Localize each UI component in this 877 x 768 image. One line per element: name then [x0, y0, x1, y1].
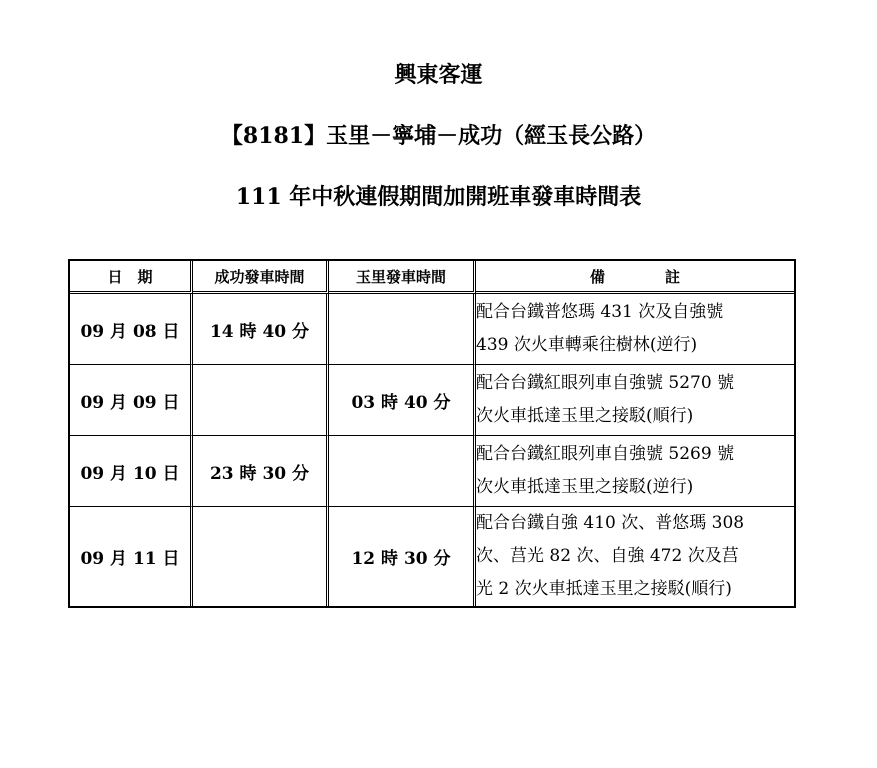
remarks-cell	[476, 365, 794, 436]
table-row	[70, 365, 794, 436]
remarks-line: 配合台鐵紅眼列車自強號 5270 號	[476, 373, 735, 393]
header-remarks: 備 註	[476, 261, 794, 294]
remarks-cell	[476, 436, 794, 507]
chenggong-time-cell: 23 時 30 分	[193, 436, 329, 507]
remarks-line: 配合台鐵紅眼列車自強號 5269 號	[476, 444, 735, 464]
remarks-line: 配合台鐵普悠瑪 431 次及自強號	[476, 302, 724, 322]
table-row	[70, 507, 794, 606]
header-chenggong-departure: 成功發車時間	[193, 261, 329, 294]
header-yuli-departure: 玉里發車時間	[329, 261, 476, 294]
table-row	[70, 436, 794, 507]
header-date: 日 期	[70, 261, 193, 294]
chenggong-time-cell	[193, 507, 329, 606]
date-cell: 09 月 11 日	[70, 507, 193, 606]
date-cell: 09 月 08 日	[70, 294, 193, 365]
schedule-table	[68, 259, 796, 608]
table-header-row	[70, 261, 794, 294]
yuli-time-cell	[329, 294, 476, 365]
schedule-subtitle: 111 年中秋連假期間加開班車發車時間表	[235, 184, 642, 210]
table-row	[70, 294, 794, 365]
date-cell: 09 月 10 日	[70, 436, 193, 507]
chenggong-time-cell: 14 時 40 分	[193, 294, 329, 365]
yuli-time-cell	[329, 436, 476, 507]
remarks-line: 次、莒光 82 次、自強 472 次及莒	[476, 546, 739, 566]
yuli-time-cell: 12 時 30 分	[329, 507, 476, 606]
remarks-line: 光 2 次火車抵達玉里之接駁(順行)	[476, 579, 732, 599]
remarks-line: 次火車抵達玉里之接駁(順行)	[476, 406, 694, 426]
date-cell: 09 月 09 日	[70, 365, 193, 436]
remarks-cell	[476, 507, 794, 606]
company-title: 興東客運	[394, 62, 483, 88]
route-title: 【8181】玉里－寧埔－成功（經玉長公路）	[220, 123, 657, 149]
remarks-line: 439 次火車轉乘往樹林(逆行)	[476, 335, 698, 355]
chenggong-time-cell	[193, 365, 329, 436]
remarks-line: 配合台鐵自強 410 次、普悠瑪 308	[476, 513, 745, 533]
remarks-cell	[476, 294, 794, 365]
yuli-time-cell: 03 時 40 分	[329, 365, 476, 436]
remarks-line: 次火車抵達玉里之接駁(逆行)	[476, 477, 694, 497]
